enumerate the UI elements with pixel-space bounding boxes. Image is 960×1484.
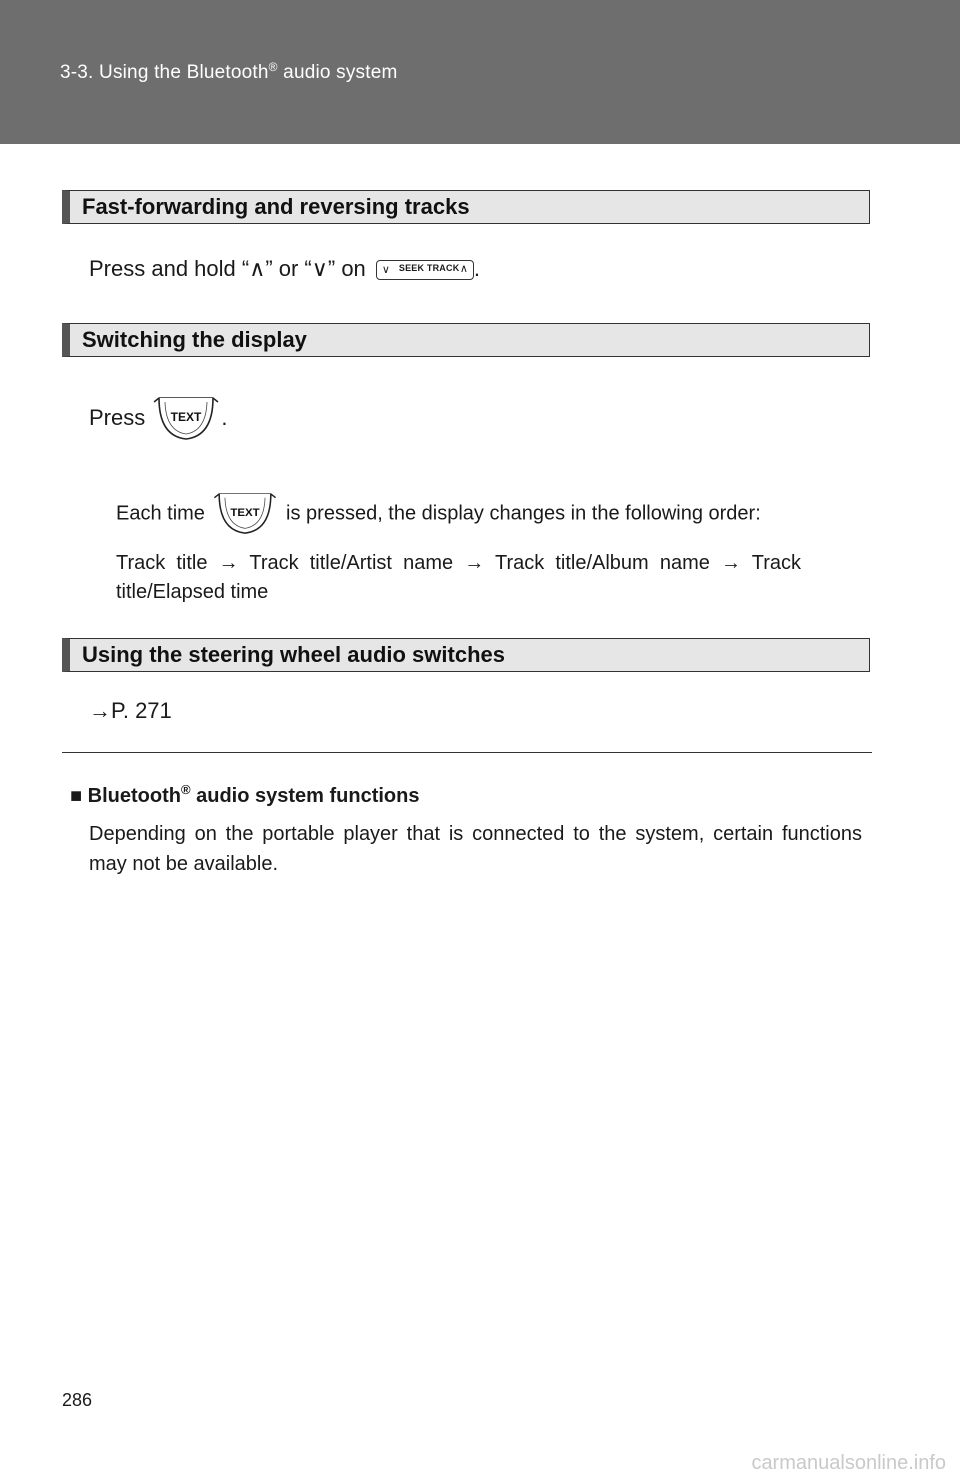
- instruction-text: ” on: [327, 256, 372, 281]
- period: .: [473, 256, 481, 281]
- note-heading-prefix: Bluetooth: [87, 785, 181, 807]
- display-order-line-1: Track title → Track title/Artist name → Track title/Album name → Track: [116, 552, 801, 574]
- page-number: 286: [62, 1390, 93, 1410]
- seek-track-button-icon: [376, 260, 474, 280]
- divider-rule: [62, 752, 872, 753]
- page-reference-link[interactable]: →P. 271: [89, 698, 172, 723]
- fast-forward-instruction: [89, 256, 480, 282]
- chevron-up-icon: ∧: [459, 263, 468, 276]
- note-heading-suffix: audio system functions: [190, 785, 420, 807]
- text-button-icon-small: [210, 492, 280, 536]
- down-symbol: ∨: [311, 256, 328, 281]
- seek-track-label: SEEK TRACK: [398, 263, 460, 274]
- registered-mark: ®: [268, 60, 278, 74]
- heading-switching-display: Switching the display: [62, 323, 870, 357]
- display-order-line-2: title/Elapsed time: [116, 581, 269, 603]
- instruction-text: Press and hold “: [89, 256, 250, 281]
- registered-mark: ®: [180, 782, 191, 797]
- watermark: carmanualsonline.info: [751, 1452, 946, 1474]
- instruction-text: ” or “: [265, 256, 312, 281]
- instruction-text: Press: [89, 404, 152, 430]
- each-time-after-text: is pressed, the display changes in the following order:: [280, 502, 761, 525]
- header-band: [0, 0, 960, 144]
- chevron-down-icon: ∨: [381, 264, 390, 277]
- note-heading: [70, 782, 420, 808]
- section-title-prefix: 3-3. Using the Bluetooth: [60, 62, 269, 83]
- text-button-icon: [151, 396, 221, 442]
- bullet-square-icon: ■: [70, 785, 83, 807]
- each-time-text: Each time: [116, 502, 211, 525]
- press-text-instruction: [89, 396, 227, 442]
- heading-fast-forwarding: Fast-forwarding and reversing tracks: [62, 190, 870, 224]
- up-symbol: ∧: [249, 256, 266, 281]
- note-text: Depending on the portable player that is connected to the system, certain functions may not be available.: [89, 823, 862, 875]
- each-time-line: [116, 492, 866, 536]
- text-button-label: TEXT: [230, 506, 261, 519]
- section-title: [60, 60, 398, 84]
- section-title-suffix: audio system: [277, 62, 398, 83]
- text-button-label: TEXT: [171, 410, 202, 424]
- period: .: [221, 404, 228, 430]
- heading-steering-wheel-switches: Using the steering wheel audio switches: [62, 638, 870, 672]
